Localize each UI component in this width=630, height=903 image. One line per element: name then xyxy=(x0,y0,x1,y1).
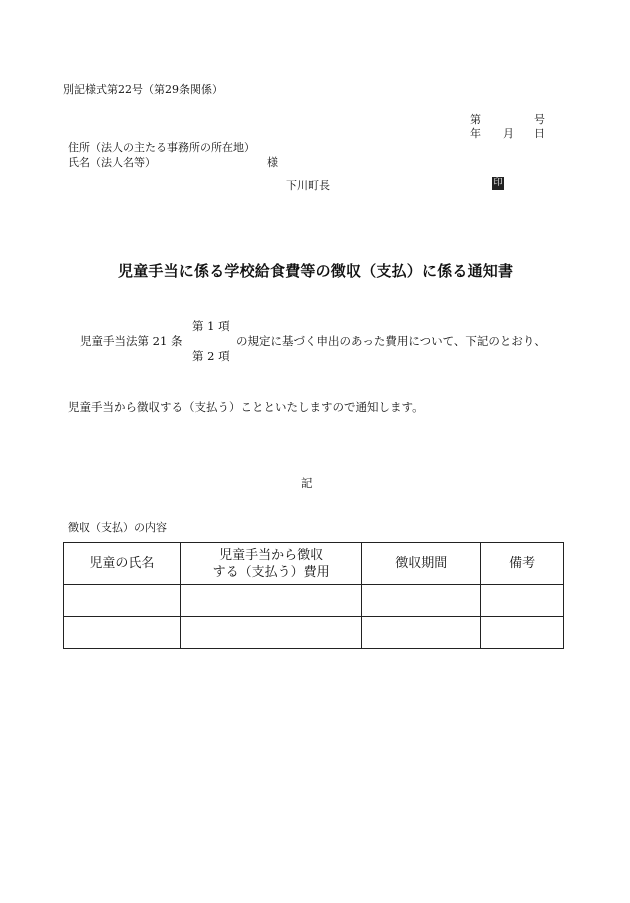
number-suffix: 号 xyxy=(534,113,545,126)
document-title: 児童手当に係る学校給食費等の徴収（支払）に係る通知書 xyxy=(118,262,514,280)
basis-text: の規定に基づく申出のあった費用について、下記のとおり、 xyxy=(236,334,546,348)
form-number: 別記様式第22号（第29条関係） xyxy=(63,83,223,96)
date-day-label: 日 xyxy=(534,127,545,140)
recipient-address-label: 住所（法人の主たる事務所の所在地） xyxy=(68,141,255,154)
table-cell xyxy=(481,585,564,617)
issuer-title: 下川町長 xyxy=(286,179,330,192)
header-cost-text: 児童手当から徴収 する（支払う）費用 xyxy=(212,547,330,580)
law-reference: 児童手当法第 21 条 xyxy=(80,334,183,348)
table-cell xyxy=(64,585,181,617)
paragraph-1-option: 第 1 項 xyxy=(192,319,230,333)
table-cell xyxy=(362,585,481,617)
table-cell xyxy=(180,585,362,617)
table-cell xyxy=(481,617,564,649)
number-prefix: 第 xyxy=(470,113,481,126)
content-label: 徴収（支払）の内容 xyxy=(68,521,167,534)
seal-stamp: 印 xyxy=(493,178,503,188)
date-year-label: 年 xyxy=(470,127,481,140)
header-child-name: 児童の氏名 xyxy=(64,543,181,585)
table-cell xyxy=(180,617,362,649)
header-cost xyxy=(180,543,362,585)
header-remarks: 備考 xyxy=(481,543,564,585)
notice-text: 児童手当から徴収する（支払う）ことといたしますので通知します。 xyxy=(68,400,424,414)
header-period: 徴収期間 xyxy=(362,543,481,585)
recipient-name-label: 氏名（法人名等） xyxy=(68,156,156,169)
ki-heading: 記 xyxy=(301,476,313,490)
table-row xyxy=(64,617,564,649)
table-row xyxy=(64,585,564,617)
paragraph-2-option: 第 2 項 xyxy=(192,349,230,363)
recipient-honorific: 様 xyxy=(267,156,278,169)
detail-table xyxy=(63,542,564,649)
date-month-label: 月 xyxy=(503,127,514,140)
table-cell xyxy=(362,617,481,649)
table-cell xyxy=(64,617,181,649)
table-header-row xyxy=(64,543,564,585)
